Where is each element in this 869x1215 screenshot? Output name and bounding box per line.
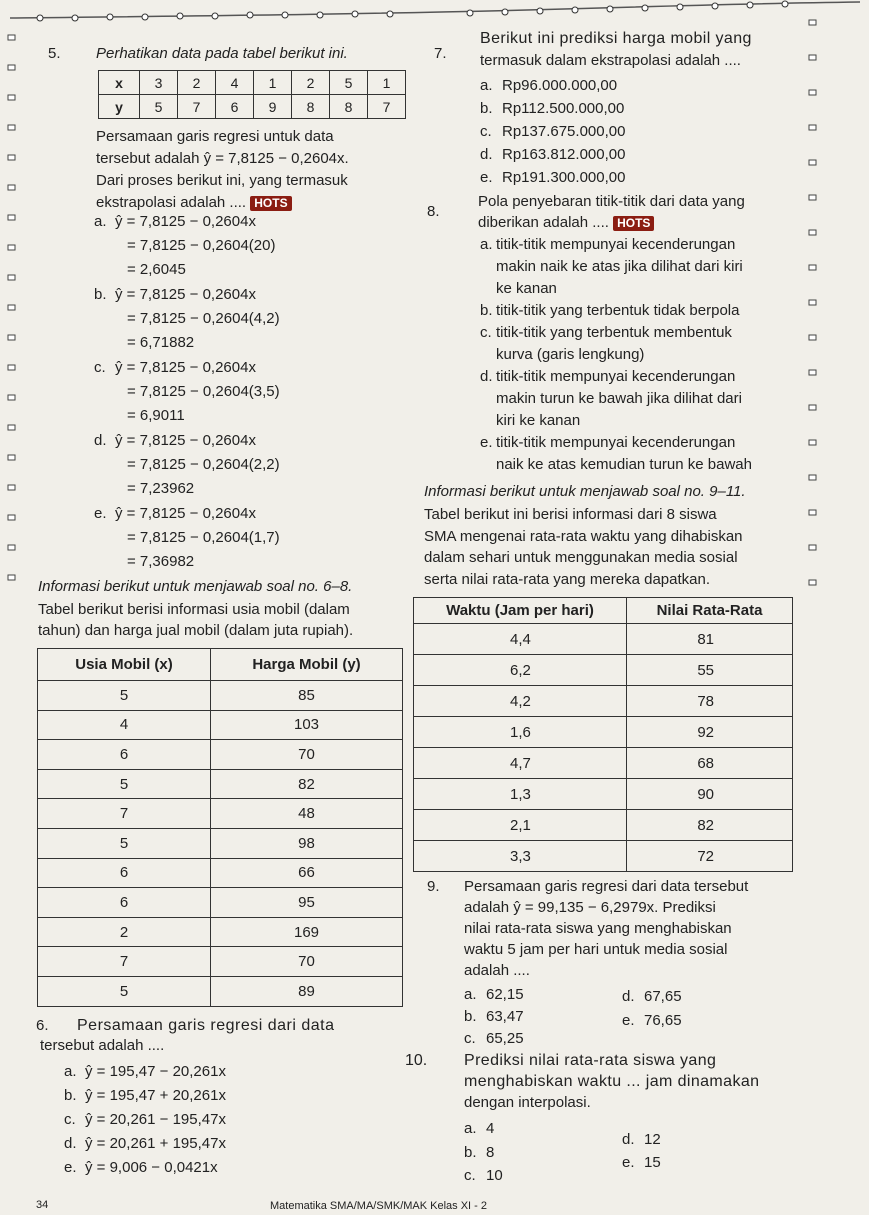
option-line: ŷ = 7,8125 − 0,2604x xyxy=(115,432,256,449)
option-label: d. xyxy=(622,1131,635,1148)
q10-text: menghabiskan waktu ... jam dinamakan xyxy=(464,1073,760,1090)
table-cell: 85 xyxy=(211,681,403,711)
table-cell: 5 xyxy=(38,681,211,711)
table-row xyxy=(38,799,403,829)
info-6-8-desc: tahun) dan harga jual mobil (dalam juta rupiah). xyxy=(38,622,354,639)
option-label: b. xyxy=(464,1144,477,1161)
table-row xyxy=(38,828,403,858)
q5-text: tersebut adalah ŷ = 7,8125 − 0,2604x. xyxy=(96,150,349,167)
option-line: makin naik ke atas jika dilihat dari kiri xyxy=(496,258,743,275)
q8-number: 8. xyxy=(427,203,440,220)
q9-text: nilai rata-rata siswa yang menghabiskan xyxy=(464,920,732,937)
table-cell: 5 xyxy=(38,976,211,1006)
option-line: ke kanan xyxy=(496,280,557,297)
table-row xyxy=(38,710,403,740)
book-title: Matematika SMA/MA/SMK/MAK Kelas XI - 2 xyxy=(270,1200,488,1212)
table-header-x: x xyxy=(99,71,140,95)
option-line: = 7,8125 − 0,2604(20) xyxy=(127,237,276,254)
option-text: Rp137.675.000,00 xyxy=(502,123,626,140)
option-label: e. xyxy=(480,169,493,186)
option-text: 15 xyxy=(644,1154,661,1171)
hots-badge: HOTS xyxy=(250,196,291,211)
spiral-binding-right xyxy=(806,10,820,610)
option-label: d. xyxy=(480,146,493,163)
option-text: ŷ = 20,261 − 195,47x xyxy=(85,1111,226,1128)
info-9-11-desc: Tabel berikut ini berisi informasi dari 8 siswa xyxy=(424,506,717,523)
option-line: ŷ = 7,8125 − 0,2604x xyxy=(115,505,256,522)
q5-text-ekstrapolasi: ekstrapolasi adalah .... xyxy=(96,194,247,211)
table-cell: 81 xyxy=(627,624,793,655)
option-text: 10 xyxy=(486,1167,503,1184)
table-header-row xyxy=(38,649,403,681)
table-cell: 70 xyxy=(211,947,403,977)
info-6-8-desc: Tabel berikut berisi informasi usia mobil (dalam xyxy=(38,601,350,618)
q6-number: 6. xyxy=(36,1017,49,1034)
table-cell: 2 xyxy=(178,71,216,95)
q9-number: 9. xyxy=(427,878,440,895)
table-row xyxy=(38,917,403,947)
q5-prompt: Perhatikan data pada tabel berikut ini. xyxy=(96,45,348,62)
option-text: Rp163.812.000,00 xyxy=(502,146,626,163)
page-number: 34 xyxy=(36,1199,49,1211)
q5-text: Dari proses berikut ini, yang termasuk xyxy=(96,172,348,189)
option-text: ŷ = 195,47 − 20,261x xyxy=(85,1063,226,1080)
option-label: e. xyxy=(622,1012,635,1029)
option-line: = 7,36982 xyxy=(127,553,195,570)
option-label: c. xyxy=(64,1111,76,1128)
table-row xyxy=(414,624,793,655)
option-label: a. xyxy=(480,77,493,94)
table-cell: 89 xyxy=(211,976,403,1006)
option-line: = 6,9011 xyxy=(127,407,185,424)
table-cell: 4,4 xyxy=(414,624,627,655)
table-cell: 92 xyxy=(627,717,793,748)
table-cell: 4 xyxy=(216,71,254,95)
table-cell: 8 xyxy=(330,95,368,119)
option-text: ŷ = 195,47 + 20,261x xyxy=(85,1087,226,1104)
column-header: Nilai Rata-Rata xyxy=(627,598,793,624)
table-row xyxy=(414,717,793,748)
option-label: b. xyxy=(94,286,107,303)
table-header-row xyxy=(414,598,793,624)
table-cell: 3,3 xyxy=(414,841,627,872)
table-cell: 5 xyxy=(38,769,211,799)
option-line: = 7,8125 − 0,2604(3,5) xyxy=(127,383,280,400)
table-cell: 2,1 xyxy=(414,810,627,841)
table-cell: 1 xyxy=(368,71,406,95)
table-cell: 7 xyxy=(38,947,211,977)
option-text: 67,65 xyxy=(644,988,682,1005)
table-cell: 78 xyxy=(627,686,793,717)
info-6-8-title: Informasi berikut untuk menjawab soal no. 6–8. xyxy=(38,578,353,595)
option-line: = 6,71882 xyxy=(127,334,195,351)
info-9-11-title: Informasi berikut untuk menjawab soal no. 9–11. xyxy=(424,483,746,500)
q8-text: Pola penyebaran titik-titik dari data yang xyxy=(478,193,745,210)
option-label: b. xyxy=(64,1087,77,1104)
option-label: d. xyxy=(622,988,635,1005)
table-cell: 6 xyxy=(38,888,211,918)
option-line: = 7,23962 xyxy=(127,480,195,497)
option-text: 4 xyxy=(486,1120,495,1137)
option-label: e. xyxy=(622,1154,635,1171)
option-text: 62,15 xyxy=(486,986,524,1003)
column-header: Waktu (Jam per hari) xyxy=(414,598,627,624)
option-label: b. xyxy=(480,100,493,117)
table-cell: 4,7 xyxy=(414,748,627,779)
option-label: e. xyxy=(94,505,107,522)
option-label: d. xyxy=(94,432,107,449)
table-row xyxy=(414,841,793,872)
q6-text: Persamaan garis regresi dari data xyxy=(77,1017,335,1034)
table-cell: 169 xyxy=(211,917,403,947)
table-header-y: y xyxy=(99,95,140,119)
column-header: Usia Mobil (x) xyxy=(38,649,211,681)
q5-text: Persamaan garis regresi untuk data xyxy=(96,128,334,145)
table-cell: 8 xyxy=(292,95,330,119)
table-cell: 2 xyxy=(38,917,211,947)
q9-text: Persamaan garis regresi dari data tersebut xyxy=(464,878,749,895)
option-text: ŷ = 9,006 − 0,0421x xyxy=(85,1159,218,1176)
option-text: 12 xyxy=(644,1131,661,1148)
table-row xyxy=(38,858,403,888)
table-cell: 9 xyxy=(254,95,292,119)
option-line: kiri ke kanan xyxy=(496,412,581,429)
table-cell: 82 xyxy=(211,769,403,799)
option-text: 8 xyxy=(486,1144,495,1161)
table-cell: 7 xyxy=(178,95,216,119)
car-data-table xyxy=(37,648,403,1007)
table-cell: 68 xyxy=(627,748,793,779)
option-label: a. xyxy=(64,1063,77,1080)
option-line: = 7,8125 − 0,2604(4,2) xyxy=(127,310,280,327)
option-text: 76,65 xyxy=(644,1012,682,1029)
table-cell: 5 xyxy=(330,71,368,95)
option-text: 65,25 xyxy=(486,1030,524,1047)
option-label: d. xyxy=(480,368,493,385)
option-label: b. xyxy=(464,1008,477,1025)
table-cell: 98 xyxy=(211,828,403,858)
q6-text: tersebut adalah .... xyxy=(40,1037,165,1054)
table-row xyxy=(38,947,403,977)
table-cell: 6 xyxy=(38,858,211,888)
option-label: c. xyxy=(480,324,492,341)
option-line: = 2,6045 xyxy=(127,261,186,278)
option-label: c. xyxy=(464,1030,476,1047)
table-cell: 95 xyxy=(211,888,403,918)
table-cell: 3 xyxy=(140,71,178,95)
table-row xyxy=(38,888,403,918)
table-cell: 66 xyxy=(211,858,403,888)
table-cell: 7 xyxy=(38,799,211,829)
option-text: 63,47 xyxy=(486,1008,524,1025)
table-row xyxy=(414,810,793,841)
table-row xyxy=(38,740,403,770)
table-row xyxy=(414,686,793,717)
table-cell: 55 xyxy=(627,655,793,686)
table-row xyxy=(38,769,403,799)
table-cell: 70 xyxy=(211,740,403,770)
table-row xyxy=(38,976,403,1006)
table-row xyxy=(99,71,406,95)
table-cell: 7 xyxy=(368,95,406,119)
info-9-11-desc: dalam sehari untuk menggunakan media sosial xyxy=(424,549,738,566)
q9-text: adalah .... xyxy=(464,962,530,979)
option-line: ŷ = 7,8125 − 0,2604x xyxy=(115,213,256,230)
spiral-binding-top xyxy=(0,0,869,28)
option-label: c. xyxy=(94,359,106,376)
table-cell: 5 xyxy=(38,828,211,858)
table-row xyxy=(414,655,793,686)
table-row xyxy=(414,779,793,810)
spiral-binding-left xyxy=(6,30,20,620)
q7-number: 7. xyxy=(434,45,447,62)
table-row xyxy=(414,748,793,779)
option-label: b. xyxy=(480,302,493,319)
option-line: titik-titik mempunyai kecenderungan xyxy=(496,434,736,451)
table-cell: 1,3 xyxy=(414,779,627,810)
q10-text: Prediksi nilai rata-rata siswa yang xyxy=(464,1052,717,1069)
table-cell: 4 xyxy=(38,710,211,740)
option-label: a. xyxy=(480,236,493,253)
option-label: d. xyxy=(64,1135,77,1152)
option-line: titik-titik mempunyai kecenderungan xyxy=(496,368,736,385)
option-text: Rp191.300.000,00 xyxy=(502,169,626,186)
option-line: titik-titik mempunyai kecenderungan xyxy=(496,236,736,253)
q10-number: 10. xyxy=(405,1052,428,1069)
option-line: = 7,8125 − 0,2604(2,2) xyxy=(127,456,280,473)
option-line: ŷ = 7,8125 − 0,2604x xyxy=(115,286,256,303)
table-cell: 6,2 xyxy=(414,655,627,686)
option-label: c. xyxy=(464,1167,476,1184)
student-data-table xyxy=(413,597,793,872)
table-cell: 48 xyxy=(211,799,403,829)
option-label: e. xyxy=(64,1159,77,1176)
q5-number: 5. xyxy=(48,45,61,62)
table-cell: 6 xyxy=(38,740,211,770)
table-cell: 5 xyxy=(140,95,178,119)
option-label: a. xyxy=(94,213,107,230)
option-label: a. xyxy=(464,986,477,1003)
table-cell: 1 xyxy=(254,71,292,95)
option-line: naik ke atas kemudian turun ke bawah xyxy=(496,456,752,473)
q9-text: adalah ŷ = 99,135 − 6,2979x. Prediksi xyxy=(464,899,716,916)
hots-badge: HOTS xyxy=(613,216,654,231)
table-cell: 2 xyxy=(292,71,330,95)
q5-xy-table xyxy=(98,70,406,119)
q10-text: dengan interpolasi. xyxy=(464,1094,591,1111)
info-9-11-desc: SMA mengenai rata-rata waktu yang dihabiskan xyxy=(424,528,743,545)
q5-text xyxy=(96,194,292,211)
info-9-11-desc: serta nilai rata-rata yang mereka dapatkan. xyxy=(424,571,710,588)
option-line: kurva (garis lengkung) xyxy=(496,346,645,363)
table-cell: 90 xyxy=(627,779,793,810)
option-line: titik-titik yang terbentuk tidak berpola xyxy=(496,302,740,319)
column-header: Harga Mobil (y) xyxy=(211,649,403,681)
option-line: titik-titik yang terbentuk membentuk xyxy=(496,324,732,341)
option-text: ŷ = 20,261 + 195,47x xyxy=(85,1135,226,1152)
table-row xyxy=(38,681,403,711)
table-cell: 1,6 xyxy=(414,717,627,748)
option-line: ŷ = 7,8125 − 0,2604x xyxy=(115,359,256,376)
table-row xyxy=(99,95,406,119)
option-label: a. xyxy=(464,1120,477,1137)
option-line: makin turun ke bawah jika dilihat dari xyxy=(496,390,742,407)
option-label: e. xyxy=(480,434,493,451)
table-cell: 72 xyxy=(627,841,793,872)
table-cell: 82 xyxy=(627,810,793,841)
table-cell: 4,2 xyxy=(414,686,627,717)
table-cell: 6 xyxy=(216,95,254,119)
q8-text xyxy=(478,214,654,231)
q7-text: Berikut ini prediksi harga mobil yang xyxy=(480,30,752,47)
q7-text: termasuk dalam ekstrapolasi adalah .... xyxy=(480,52,741,69)
q9-text: waktu 5 jam per hari untuk media sosial xyxy=(464,941,728,958)
option-label: c. xyxy=(480,123,492,140)
option-line: = 7,8125 − 0,2604(1,7) xyxy=(127,529,280,546)
option-text: Rp96.000.000,00 xyxy=(502,77,618,94)
option-text: Rp112.500.000,00 xyxy=(502,100,625,117)
q8-text-diberikan: diberikan adalah .... xyxy=(478,214,609,231)
table-cell: 103 xyxy=(211,710,403,740)
